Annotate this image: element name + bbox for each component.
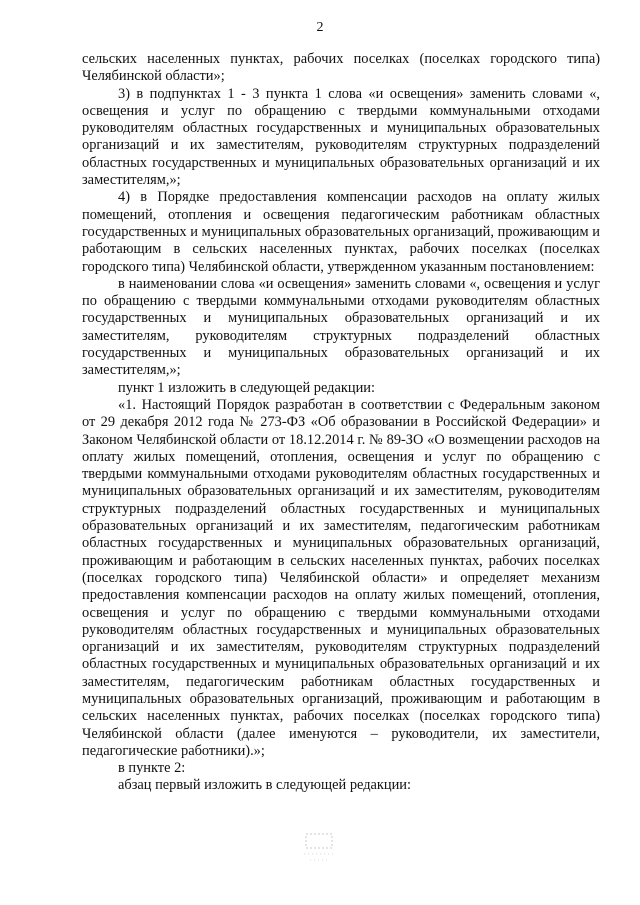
paragraph-clause-2-first-line: абзац первый изложить в следующей редакции: [118, 777, 412, 794]
paragraph-title-change: в наименовании слова «и освещения» заменить словами «, освещения и услуг по обращению с твердыми коммунальными отходами руководителям областных государственных и муниципальных образовательных организаций и их заместителям, руководителям структурных подразделений областных государственных и муниципальных образовательных организаций и их заместителям,»; [82, 275, 600, 379]
paragraph-clause-2-intro: в пункте 2: [118, 760, 186, 777]
paragraph-item-4: 4) в Порядке предоставления компенсации расходов на оплату жилых помещений, отопления и освещения педагогическим работникам областных государственных и муниципальных образовательных организаций, проживающим и работающим в сельских населенных пунктах, рабочих поселках (поселках городского типа) Челябинской области, утвержденном указанным постановлением: [82, 189, 600, 275]
paragraph-clause-1-intro: пункт 1 изложить в следующей редакции: [118, 379, 375, 396]
faint-stamp-mark [300, 830, 340, 866]
paragraph-clause-1-text: «1. Настоящий Порядок разработан в соответствии с Федеральным законом от 29 декабря 2012 года № 273-ФЗ «Об образовании в Российской Федерации» и Законом Челябинской области от 18.12.2014 г. № 89-ЗО «О возмещении расходов на оплату жилых помещений, отопления, освещения и услуг по обращению с твердыми коммунальными отходами руководителям областных государственных и муниципальных образовательных организаций и их заместителям, руководителям структурных подразделений областных государственных и муниципальных образовательных организаций и их заместителям, педагогическим работникам областных государственных и муниципальных образовательных организаций, проживающим и работающим в сельских населенных пунктах, рабочих поселках (поселках городского типа) Челябинской области» и определяет механизм предоставления компенсации расходов на оплату жилых помещений, отопления, освещения и услуг по обращению с твердыми коммунальными отходами руководителям областных государственных и муниципальных образовательных организаций и их заместителям, руководителям структурных подразделений областных государственных и муниципальных образовательных организаций и их заместителям, педагогическим работникам областных государственных и муниципальных образовательных организаций, проживающим и работающим в сельских населенных пунктах, рабочих поселках (поселках городского типа) Челябинской области (далее именуются – руководители, их заместители, педагогические работники).»; [82, 396, 600, 759]
document-body [82, 51, 600, 795]
page-number: 2 [316, 20, 324, 35]
paragraph-item-3: 3) в подпунктах 1 - 3 пункта 1 слова «и освещения» заменить словами «, освещения и услуг по обращению с твердыми коммунальными отходами руководителям областных государственных и муниципальных образовательных организаций и их заместителям, руководителям структурных подразделений областных государственных и муниципальных образовательных организаций и их заместителям,»; [82, 85, 600, 189]
paragraph-continuation: сельских населенных пунктах, рабочих поселках (поселках городского типа) Челябинской области»; [82, 51, 600, 85]
